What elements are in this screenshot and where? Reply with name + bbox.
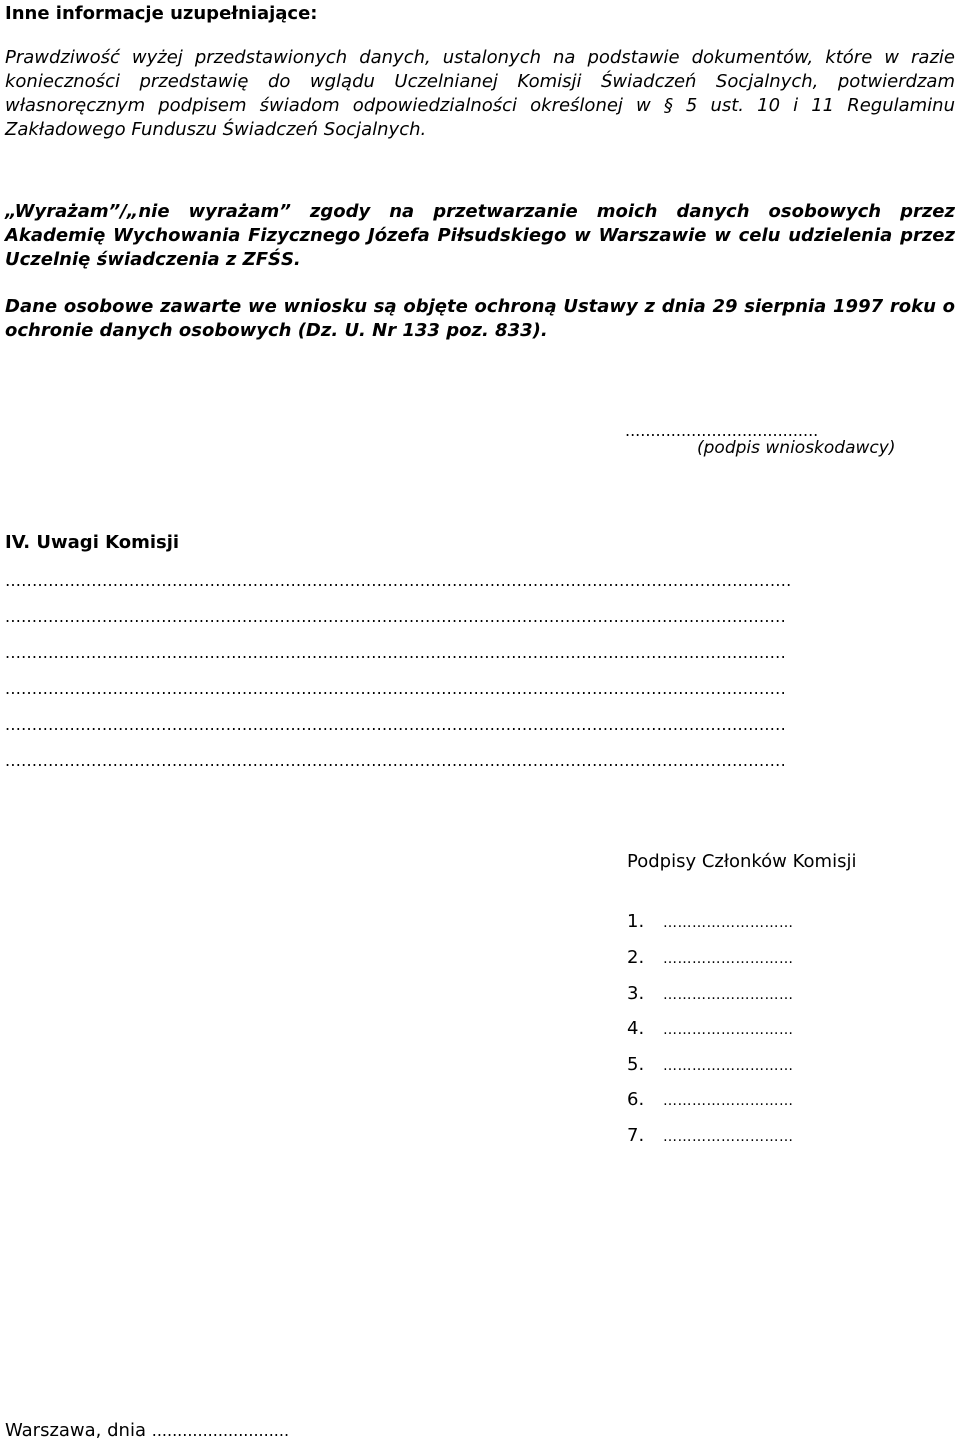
member-number: 4. [627, 1018, 645, 1039]
member-number: 2. [627, 947, 645, 968]
member-number: 1. [627, 911, 645, 932]
remarks-line: ................................................................................................................................................. [5, 607, 786, 626]
remarks-line: ................................................................................................................................................. [5, 751, 786, 770]
declaration-paragraph: Prawdziwość wyżej przedstawionych danych, ustalonych na podstawie dokumentów, które w razie konieczności przedstawię do wglądu Uczelnianej Komisji Świadczeń Socjalnych, potwierdzam własnoręcznym podpisem świadom odpowiedzialności określonej w § 5 ust. 10 i 11 Regulaminu Zakładowego Funduszu Świadczeń Socjalnych. [5, 47, 955, 140]
remarks-line: ................................................................................................................................................. [5, 643, 786, 662]
date-dots: ........................... [151, 1421, 290, 1440]
remarks-line: ................................................................................................................................................. [5, 679, 786, 698]
commission-member-line [627, 1125, 794, 1149]
commission-member-line [627, 1054, 794, 1078]
member-signature-dots: ……………………… [663, 1022, 794, 1038]
member-number: 7. [627, 1125, 645, 1146]
member-signature-dots: ……………………… [663, 915, 794, 931]
member-signature-dots: ……………………… [663, 1129, 794, 1145]
commission-member-line [627, 947, 794, 971]
member-signature-dots: ……………………… [663, 951, 794, 967]
consent-paragraph: „Wyrażam”/„nie wyrażam” zgody na przetwarzanie moich danych osobowych przez Akademię Wychowania Fizycznego Józefa Piłsudskiego w Warszawie w celu udzielenia przez Uczelnię świadczenia z ZFŚS. [5, 201, 955, 270]
member-signature-dots: ……………………… [663, 987, 794, 1003]
remarks-heading: IV. Uwagi Komisji [5, 532, 180, 553]
place-date-line [5, 1420, 289, 1441]
commission-signatures-title: Podpisy Członków Komisji [627, 851, 857, 872]
applicant-signature-line: ...................................... [625, 421, 819, 440]
section-heading-additional-info: Inne informacje uzupełniające: [5, 3, 318, 24]
member-number: 6. [627, 1089, 645, 1110]
remarks-line: ................................................................................................................................................. [5, 715, 786, 734]
applicant-signature-caption: (podpis wnioskodawcy) [697, 438, 896, 458]
member-number: 5. [627, 1054, 645, 1075]
member-number: 3. [627, 983, 645, 1004]
data-protection-paragraph: Dane osobowe zawarte we wniosku są objęte ochroną Ustawy z dnia 29 sierpnia 1997 roku o ochronie danych osobowych (Dz. U. Nr 133 poz. 833). [5, 296, 955, 341]
place-date-label: Warszawa, dnia [5, 1420, 146, 1441]
commission-member-line [627, 983, 794, 1007]
commission-member-line [627, 911, 794, 935]
commission-member-line [627, 1089, 794, 1113]
commission-member-line [627, 1018, 794, 1042]
member-signature-dots: ……………………… [663, 1058, 794, 1074]
member-signature-dots: ……………………… [663, 1093, 794, 1109]
remarks-line: …............................................................................................................................................... [5, 571, 792, 590]
